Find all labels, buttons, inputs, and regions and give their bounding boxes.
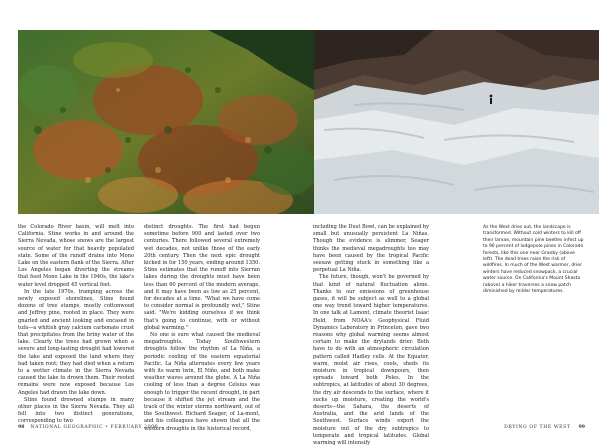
text-column-3 (313, 224, 429, 447)
footer-left (18, 425, 158, 430)
page-number-left: 98 (18, 425, 25, 430)
glacier-photo (314, 30, 599, 214)
footer-right (504, 425, 585, 430)
text-column-2 (144, 224, 260, 433)
paragraph: The future, though, won't be governed by that kind of natural fluctuation alone. Thanks to our emissions of greenhouse gases, it will be subject as well to a global one way trend toward higher temperatures. In one talk at Lamont, climate theorist Isaac Held, from NOAA's Geophysical Fluid Dynamics Laboratory in Princeton, gave two reasons why global warming seems almost certain to make the drylands drier. Both have to do with an atmospheric circulation pattern called Hadley cells. At the Equator, warm, moist air rises, cools, sheds its moisture in tropical downpours, then spreads toward both Poles. In the subtropics, at latitudes of about 30 degrees, the dry air descends to the surface, where it sucks up moisture, creating the world's deserts—the Sahara, the deserts of Australia, and the arid lands of the Southwest. Surface winds export the moisture out of the dry subtropics to temperate and tropical latitudes. Global warming will intensify (313, 274, 429, 447)
photo-caption: As the West dries out, the landscape is transformed. Without cold winters to kill off their larvae, mountain pine beetles infest up to 90 percent of lodgepole pines in Colorado forests, like this one near Granby (above left). The dead trees raise the risk of wildfires. In much of the West warmer, drier winters have reduced snowpack, a crucial water source. On California's Mount Shasta (above) a hiker traverses a snow patch diminished by milder temperatures. (483, 225, 584, 295)
paragraph: Stine found drowned stumps in many other places in the Sierra Nevada. They all fell into two distinct generations, corresponding to two (18, 396, 134, 425)
paragraph: the Colorado River basin, will melt into California. Stine works in and around the Sierra Nevada, whose snows are the largest source of water for that heavily populated state. Some of the runoff drains into Mono Lake on the eastern flank of the Sierra. After Los Angeles began diverting the streams that feed Mono Lake in the 1940s, the lake's water level dropped 45 vertical feet. (18, 224, 134, 288)
paragraph: In the late 1970s, tramping across the newly exposed shorelines, Stine found dozens of tree stumps, mostly cottonwood and Jeffrey pine, rooted in place. They were gnarled and ancient looking and encased in tufa—a whitish gray calcium carbonate crust that precipitates from the briny water of the lake. Clearly the trees had grown when a severe and long-lasting drought had lowered the lake and exposed the land where they had taken root; they had died when a return to a wetter climate in the Sierra Nevada caused the lake to drown them. Their rooted remains were now exposed because Los Angeles had drawn the lake down. (18, 288, 134, 396)
text-column-1 (18, 224, 134, 426)
paragraph: distinct droughts. The first had begun sometime before 900 and lasted over two centuries. There followed several extremely wet decades, not unlike those of the early 20th century. Then the next epic drought kicked in for 150 years, ending around 1350. Stine estimates that the runoff into Sierran lakes during the droughts must have been less than 60 percent of the modern average, and it may have been as low as 25 percent, for decades at a time. "What we have come to consider normal is profoundly wet," Stine said. "We're kidding ourselves if we think that's going to continue, with or without global warming." (144, 224, 260, 331)
paragraph: including the Dust Bowl, can be explained by small but unusually persistent La Niñas. Though the evidence is slimmer, Seager thinks the medieval megadroughts too may have been caused by the tropical Pacific seesaw getting stuck in something like a perpetual La Niña. (313, 224, 429, 274)
page-number-right: 99 (578, 425, 585, 430)
forest-photo (18, 30, 314, 214)
paragraph: No one is sure what caused the medieval megadroughts. Today Southwestern droughts follow the rhythm of La Niña, a periodic cooling of the eastern equatorial Pacific. La Niña alternates every few years with its warm twin, El Niño, and both make weather waves around the globe. A La Niña cooling of less than a degree Celsius was enough to trigger the recent drought, in part because it shifted the jet stream and the track of the winter storms northward, out of the Southwest. Richard Seager, of La-mont, and his colleagues have shown that all the western droughts in the historical record, (144, 332, 260, 432)
magazine-issue: NATIONAL GEOGRAPHIC • FEBRUARY 2008 (30, 425, 159, 430)
article-title: DRYING OF THE WEST (504, 425, 571, 430)
